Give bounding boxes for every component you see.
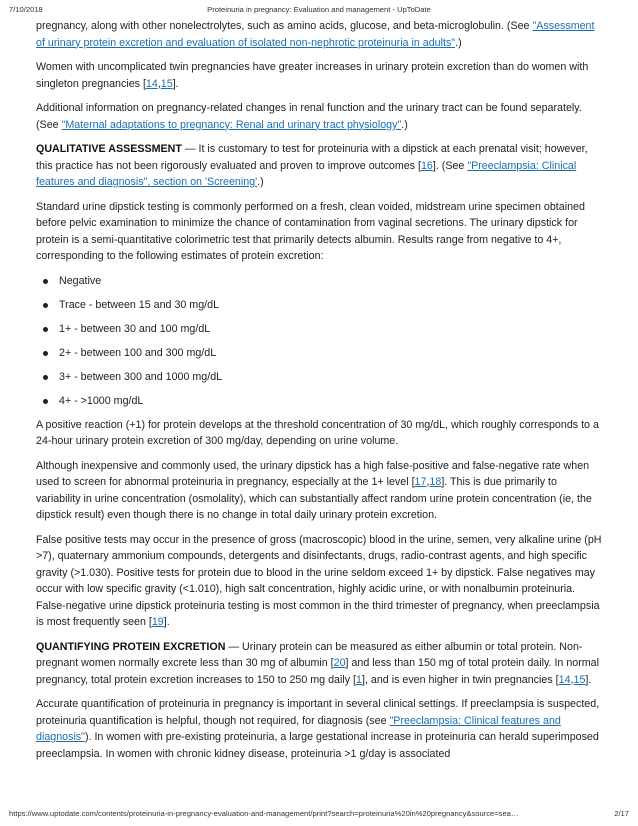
paragraph-quantifying-protein: QUANTIFYING PROTEIN EXCRETION — Urinary protein can be measured as either albumin or total protein. Non-pregnant women normally excrete less than 30 mg of albumin [20] and less than 150 mg of total protein daily. In normal pregnancy, total protein excretion increases to 150 to 250 mg daily [1], and is even higher in twin pregnancies [14,15]. [36, 640, 599, 686]
page-number: 2/17 [614, 809, 629, 818]
reference-link[interactable]: 16 [420, 159, 433, 172]
paragraph-7: Although inexpensive and commonly used, the urinary dipstick has a high false-positive and false-negative rate when used to screen for abnormal proteinuria in pregnancy, especially at the 1+ level [17,18]. This is due primarily to variability in urine concentration (osmolality), which can substantially affect random urine protein concentration (ie, the dipstick result) even though there is no change in total daily urinary protein excretion. [36, 459, 592, 521]
reference-link[interactable]: 20 [333, 657, 346, 669]
list-item: 4+ - >1000 mg/dL [43, 393, 604, 417]
link-maternal-adaptations[interactable]: "Maternal adaptations to pregnancy: Renal and urinary tract physiology" [61, 118, 402, 131]
paragraph-qualitative-assessment: QUALITATIVE ASSESSMENT — It is customary to test for proteinuria with a dipstick at each prenatal visit; however, this practice has not been rigorously evaluated and proven to improve outcomes [16]. (See "Preeclampsia: Clinical features and diagnosis", section on 'Screening'.) [36, 143, 588, 188]
paragraph-5: Standard urine dipstick testing is commonly performed on a fresh, clean voided, midstream urine specimen obtained before pelvic examination to minimize the chance of contamination from vaginal secretions. The urinary dipstick for protein is a semi-quantitative colorimetric test that primarily detects albumin. Results range from negative to 4+, corresponding to the following estimates of protein excretion: [36, 200, 585, 262]
section-heading-qualitative: QUALITATIVE ASSESSMENT [36, 143, 182, 155]
link-assessment-urinary-protein[interactable]: "Assessment of urinary protein excretion and evaluation of isolated non-nephrotic proteinuria in adults" [36, 20, 595, 49]
reference-link[interactable]: 1 [356, 673, 362, 686]
paragraph-10: Accurate quantification of proteinuria in pregnancy is important in several clinical settings. If preeclampsia is suspected, proteinuria quantification is helpful, though not required, for diagnosis (see "Preeclampsia: Clinical features and diagnosis"). In women with pre-existing proteinuria, a large gestational increase in proteinuria can herald superimposed preeclampsia. In women with chronic kidney disease, proteinuria >1 g/day is associated [36, 698, 600, 760]
link-preeclampsia-clinical-features[interactable]: "Preeclampsia: Clinical features and diagnosis" [36, 714, 561, 743]
link-preeclampsia-screening[interactable]: "Preeclampsia: Clinical features and diagnosis", section on 'Screening' [36, 159, 577, 188]
print-page-title: Proteinuria in pregnancy: Evaluation and management - UpToDate [207, 5, 431, 14]
print-footer [0, 809, 638, 821]
paragraph-3: Additional information on pregnancy-related changes in renal function and the urinary tract can be found separately. (See "Maternal adaptations to pregnancy: Renal and urinary tract physiology".) [36, 102, 582, 131]
reference-link[interactable]: 19 [151, 616, 164, 628]
list-item: 3+ - between 300 and 1000 mg/dL [43, 369, 604, 393]
list-item: Negative [43, 273, 604, 297]
dipstick-results-list [36, 273, 604, 417]
list-item: 2+ - between 100 and 300 mg/dL [43, 345, 604, 369]
print-url: https://www.uptodate.com/contents/proteinuria-in-pregnancy-evaluation-and-management/print?search=proteinuria%20in%20pregnancy&source=sea… [9, 809, 519, 818]
reference-link[interactable]: 17 [414, 476, 427, 488]
print-header [0, 5, 638, 17]
print-date: 7/10/2018 [9, 5, 43, 14]
paragraph-1: pregnancy, along with other nonelectrolytes, such as amino acids, glucose, and beta-microglobulin. (See "Assessment of urinary protein excretion and evaluation of isolated non-nephrotic proteinuria in adults".) [36, 20, 595, 49]
paragraph-2: Women with uncomplicated twin pregnancies have greater increases in urinary protein excretion than do women with singleton pregnancies [14,15]. [36, 61, 589, 90]
reference-link[interactable]: 18 [429, 476, 442, 488]
list-item: 1+ - between 30 and 100 mg/dL [43, 321, 604, 345]
reference-link[interactable]: 14 [145, 77, 158, 90]
reference-link[interactable]: 15 [573, 673, 586, 686]
paragraph-6: A positive reaction (+1) for protein develops at the threshold concentration of 30 mg/dL, which roughly corresponds to a 24-hour urinary protein excretion of 300 mg/day, depending on urine volume. [36, 418, 599, 447]
reference-link[interactable]: 14 [558, 673, 571, 686]
section-heading-quantifying: QUANTIFYING PROTEIN EXCRETION [36, 640, 226, 653]
article-body [36, 18, 604, 770]
reference-link[interactable]: 15 [160, 77, 173, 90]
paragraph-8: False positive tests may occur in the presence of gross (macroscopic) blood in the urine, semen, very alkaline urine (pH >7), quaternary ammonium compounds, detergents and disinfectants, drugs, radio-contrast agents, and high specific gravity (>1.030). Positive tests for protein due to blood in the urine seldom exceed 1+ by dipstick. False negatives may occur with low specific gravity (<1.010), high salt concentration, highly acidic urine, or with nonalbumin proteinuria. False-negative urine dipstick proteinuria testing is most common in the third trimester of pregnancy, when preeclampsia is most frequently seen [19]. [36, 533, 602, 628]
list-item: Trace - between 15 and 30 mg/dL [43, 297, 604, 321]
